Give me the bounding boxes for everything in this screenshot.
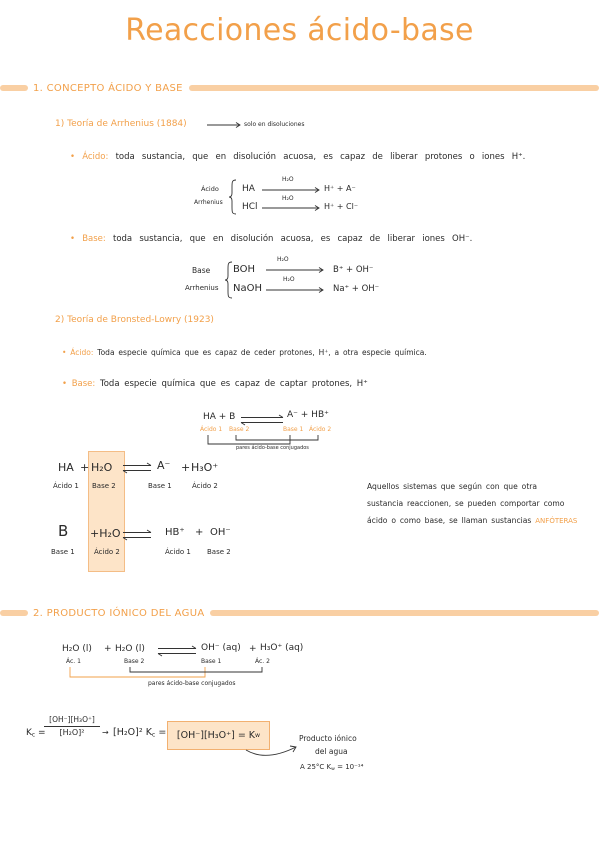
curved-arrow-icon <box>244 738 300 760</box>
definition-label: • Ácido: <box>62 348 94 357</box>
role-label: Ác. 2 <box>255 658 270 665</box>
role-label: Base 1 <box>283 426 304 433</box>
acid-reactions-label: Ácido <box>201 185 219 193</box>
page-title: Reacciones ácido-base <box>125 13 474 48</box>
species: HA <box>58 461 74 474</box>
role-label: Ácido 1 <box>200 426 223 433</box>
forward-arrow-icon <box>207 121 241 129</box>
species: OH⁻ <box>210 527 231 538</box>
products: B⁺ + OH⁻ <box>333 265 374 275</box>
bronsted-acid-definition <box>62 349 427 357</box>
implies-arrow: → <box>102 728 109 737</box>
reaction-condition: H₂O <box>277 256 289 263</box>
reactant: HA <box>242 184 255 194</box>
note-line-3 <box>367 512 597 530</box>
note-line: Aquellos sistemas que según con que otra <box>367 482 538 491</box>
definition-text: Toda especie química que es capaz de ceder protones, H⁺, a otra especie química. <box>97 348 427 357</box>
pairs-label: pares ácido-base conjugados <box>236 445 309 451</box>
heading-highlight-left <box>0 85 28 91</box>
annotation-line-2: del agua <box>315 747 348 756</box>
species: OH⁻ (aq) <box>201 643 241 653</box>
role-label: Base 2 <box>92 482 116 490</box>
plus-sign: + <box>195 527 204 538</box>
general-reaction-right: A⁻ + HB⁺ <box>287 410 329 420</box>
species: H₂O <box>91 461 113 474</box>
equals-sign: = <box>38 728 46 738</box>
base-reactions-sublabel: Arrhenius <box>185 284 219 292</box>
definition-text: Toda especie química que es capaz de captar protones, H⁺ <box>99 379 368 389</box>
note-line-text: ácido o como base, se llaman sustancias <box>367 516 532 525</box>
general-reaction-left: HA + B <box>203 412 236 422</box>
note-line: sustancia reaccionen, se pueden comportar como <box>367 499 565 508</box>
role-label: Ácido 1 <box>53 482 79 490</box>
k-letter: K <box>145 727 152 738</box>
reaction-condition: H₂O <box>282 195 294 202</box>
k-subscript: w <box>331 767 335 773</box>
arrhenius-base-definition <box>70 235 472 244</box>
plus-sign: + <box>104 644 112 654</box>
k-letter: K <box>326 763 332 771</box>
amphoteric-term: ANFÓTERAS <box>535 517 578 525</box>
reaction-condition: H₂O <box>282 176 294 183</box>
equilibrium-arrow-icon <box>240 414 284 426</box>
equilibrium-arrow-icon <box>157 645 197 657</box>
annotation-kw-value <box>300 764 363 773</box>
species: H₂O (l) <box>115 644 145 654</box>
equilibrium-arrow-icon <box>122 462 152 474</box>
section-2-title: 2. PRODUCTO IÓNICO DEL AGUA <box>33 607 205 619</box>
definition-text: toda sustancia, que en disolución acuosa, es capaz de liberar protones o iones H⁺. <box>115 152 526 162</box>
species: H₂O (l) <box>62 644 92 654</box>
plus-sign: + <box>80 461 90 474</box>
heading-highlight-right <box>189 85 599 91</box>
role-label: Ácido 1 <box>165 548 191 556</box>
role-label: Base 1 <box>201 658 222 665</box>
arrhenius-acid-definition <box>70 153 525 162</box>
brace-icon <box>224 261 233 299</box>
heading-highlight-left <box>0 610 28 616</box>
arrhenius-note: solo en disoluciones <box>244 121 305 128</box>
forward-arrow-icon <box>262 186 320 194</box>
species: A⁻ <box>157 459 171 472</box>
pairs-label: pares ácido-base conjugados <box>148 680 236 687</box>
kc-symbol <box>26 729 46 739</box>
base-reactions-label: Base <box>192 266 211 275</box>
arrhenius-title: 1) Teoría de Arrhenius (1884) <box>55 119 187 129</box>
role-label: Base 1 <box>51 548 75 556</box>
temperature-condition: A 25°C <box>300 763 325 771</box>
species: B <box>58 522 69 540</box>
water-term: [H₂O]² <box>113 727 143 738</box>
definition-label: • Base: <box>62 379 96 389</box>
species: HB⁺ <box>165 527 185 538</box>
kc-fraction <box>44 716 100 737</box>
role-label: Base 2 <box>124 658 145 665</box>
species: +H₂O <box>90 527 121 540</box>
products: Na⁺ + OH⁻ <box>333 284 380 294</box>
reactant: HCl <box>242 202 258 212</box>
equilibrium-arrow-icon <box>122 529 152 541</box>
amphoteric-note <box>367 478 597 530</box>
equals-sign: = <box>158 727 167 738</box>
products: H⁺ + A⁻ <box>324 184 356 193</box>
section-2-heading <box>0 606 599 620</box>
definition-label: • Ácido: <box>70 152 109 162</box>
forward-arrow-icon <box>266 266 324 274</box>
section-1-title: 1. CONCEPTO ÁCIDO Y BASE <box>33 82 183 94</box>
role-label: Ácido 2 <box>192 482 218 490</box>
reactant: BOH <box>233 264 256 275</box>
kw-number: = 10⁻¹⁴ <box>337 763 364 771</box>
k-subscript: c <box>31 732 36 739</box>
k-subscript: c <box>151 731 156 739</box>
kw-subscript: w <box>255 732 261 739</box>
fraction-denominator: [H₂O]² <box>59 727 85 737</box>
conjugate-pair-bracket <box>60 667 280 679</box>
role-label: Ácido 2 <box>309 426 332 433</box>
products: H⁺ + Cl⁻ <box>324 202 359 211</box>
species: H₃O⁺ (aq) <box>260 643 304 653</box>
definition-label: • Base: <box>70 234 106 244</box>
forward-arrow-icon <box>262 204 320 212</box>
role-label: Base 2 <box>207 548 231 556</box>
reactant: NaOH <box>233 283 262 294</box>
role-label: Ác. 1 <box>66 658 81 665</box>
role-label: Base 1 <box>148 482 172 490</box>
plus-sign: + <box>181 461 191 474</box>
annotation-line-1: Producto iónico <box>299 734 357 743</box>
fraction-numerator: [OH⁻][H₃O⁺] <box>44 716 100 727</box>
section-1-heading <box>0 81 599 95</box>
role-label: Ácido 2 <box>94 548 120 556</box>
bronsted-title: 2) Teoría de Bronsted-Lowry (1923) <box>55 315 214 325</box>
reaction-condition: H₂O <box>283 276 295 283</box>
species: H₃O⁺ <box>191 461 219 474</box>
bronsted-base-definition <box>62 380 368 389</box>
kw-expression: [OH⁻][H₃O⁺] = K <box>176 730 256 741</box>
definition-text: toda sustancia, que en disolución acuosa, es capaz de liberar iones OH⁻. <box>112 234 473 244</box>
role-label: Base 2 <box>229 426 250 433</box>
acid-reactions-sublabel: Arrhenius <box>194 199 223 206</box>
brace-icon <box>228 179 237 215</box>
k-letter: K <box>26 728 32 738</box>
kw-derivation <box>113 728 166 739</box>
plus-sign: + <box>249 644 257 654</box>
forward-arrow-icon <box>266 286 324 294</box>
heading-highlight-right <box>210 610 599 616</box>
